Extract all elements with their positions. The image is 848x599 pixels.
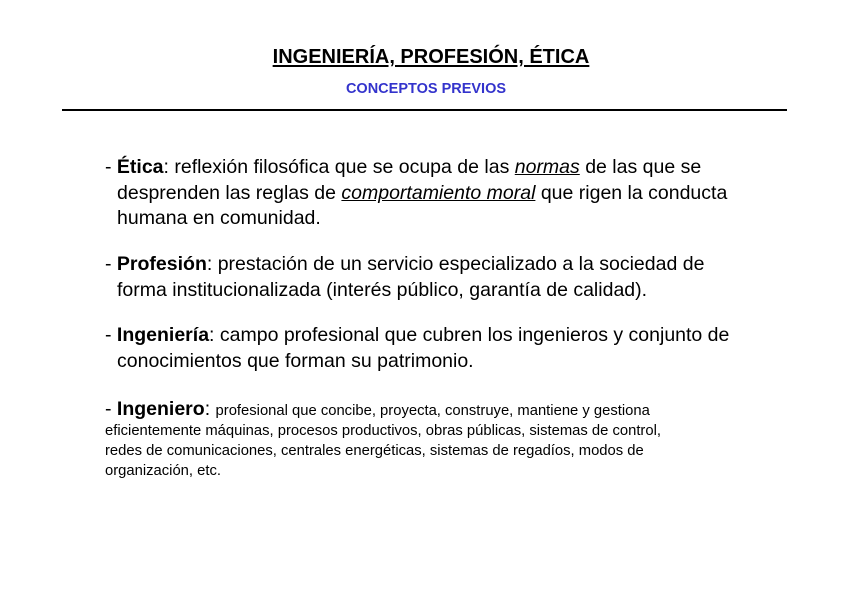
definition-etica [105, 155, 785, 232]
definition-text: : reflexión filosófica que se ocupa de las [163, 156, 515, 178]
definition-line [105, 155, 785, 181]
bullet-dash: - [105, 253, 117, 275]
definition-line: conocimientos que forman su patrimonio. [117, 349, 474, 372]
definition-text: desprenden las reglas de [117, 181, 342, 204]
definition-ingeniero [105, 399, 805, 481]
definition-line [105, 323, 785, 349]
term-ingeniero: Ingeniero [116, 398, 205, 420]
page-title: INGENIERÍA, PROFESIÓN, ÉTICA [272, 46, 590, 68]
bullet-dash: - [105, 398, 117, 420]
definition-line: humana en comunidad. [117, 207, 321, 229]
definition-ingenieria [105, 323, 785, 374]
bullet-dash: - [105, 156, 117, 178]
definition-line: redes de comunicaciones, centrales energéticas, sistemas de regadíos, modos de [105, 443, 644, 459]
term-normas: normas [514, 156, 580, 178]
definition-text: profesional que concibe, proyecta, construye, mantiene y gestiona [215, 403, 650, 419]
definition-line [105, 252, 785, 278]
term-profesion: Profesión [116, 253, 207, 275]
definition-line: eficientemente máquinas, procesos productivos, obras públicas, sistemas de control, [105, 423, 661, 439]
bullet-dash: - [105, 324, 117, 346]
definition-profesion [105, 252, 785, 303]
definition-text: : prestación de un servicio especializado a la sociedad de [206, 253, 705, 275]
definition-line [105, 181, 785, 207]
definition-text: : campo profesional que cubren los ingenieros y conjunto de [209, 324, 730, 346]
definition-line: organización, etc. [105, 463, 221, 479]
term-colon: : [204, 398, 216, 420]
term-etica: Ética [116, 156, 164, 178]
definition-line [105, 399, 805, 421]
term-comportamiento-moral: comportamiento moral [341, 181, 536, 204]
definition-line: forma institucionalizada (interés público, garantía de calidad). [117, 278, 648, 301]
definition-text: de las que se [579, 156, 702, 178]
header-divider [62, 109, 787, 111]
page-subtitle: CONCEPTOS PREVIOS [345, 81, 507, 97]
term-ingenieria: Ingeniería [116, 324, 210, 346]
definition-text: que rigen la conducta [535, 181, 728, 204]
